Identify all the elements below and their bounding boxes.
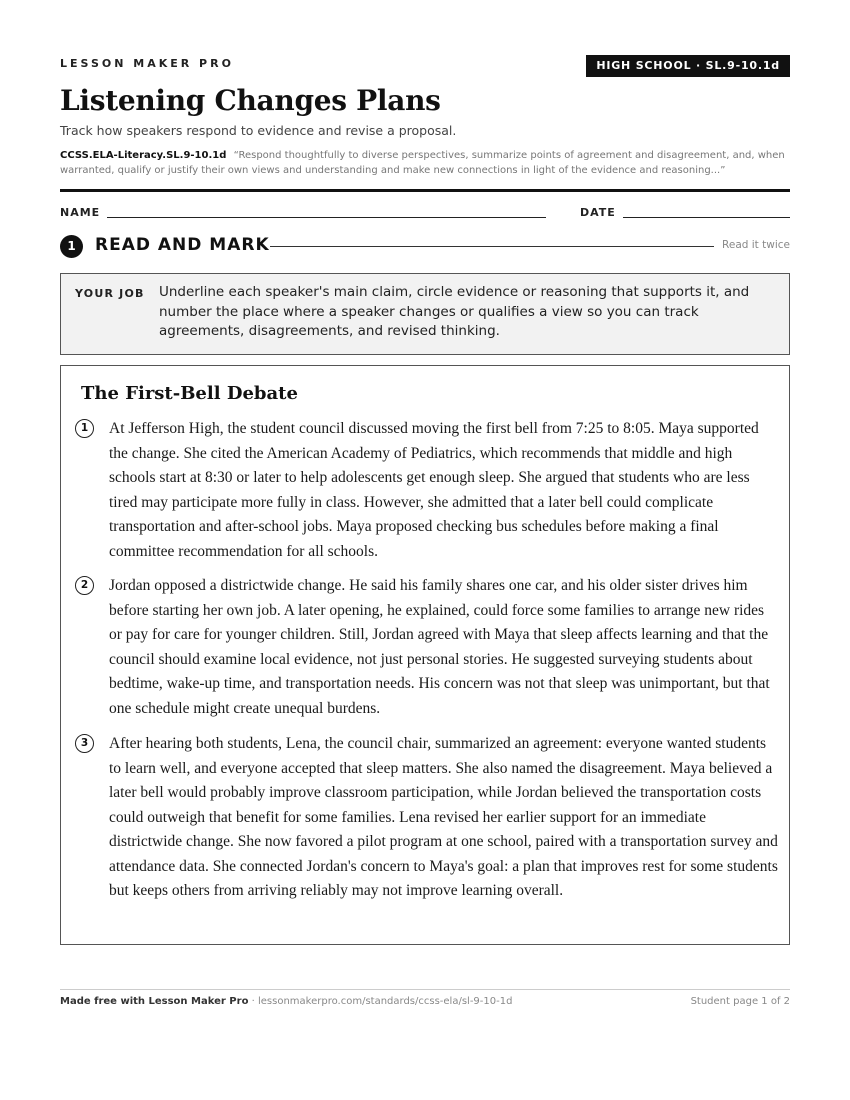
name-date-row: [60, 205, 790, 225]
date-field[interactable]: [623, 217, 790, 218]
page-title: Listening Changes Plans: [60, 84, 441, 117]
standard-code: CCSS.ELA-Literacy.SL.9-10.1d: [60, 150, 227, 161]
top-bar: [60, 55, 790, 79]
paragraph-text: At Jefferson High, the student council discussed moving the first bell from 7:25 to 8:05. Maya supported the change. She cited the American Academy of Pediatrics, which recommends that middle and high schools start at 8:30 or later to help adolescents get enough sleep. She argued that students who are less tired may participate more fully in class. However, she admitted that a later bell could complicate transportation and after-school jobs. Maya proposed checking bus schedules before making a final committee recommendation for all schools.: [109, 420, 759, 560]
paragraph-text: After hearing both students, Lena, the council chair, summarized an agreement: everyone wanted students to learn well, and everyone accepted that sleep matters. She also named the disagreement. Maya believed a later bell would probably improve classroom participation, while Jordan believed the transportation costs could outweigh that benefit for some families. Lena revised her earlier support for an immediate districtwide change. She now favored a pilot program at one school, paired with a transportation survey and attendance data. She connected Jordan's concern to Maya's goal: a plan that improves rest for some students but keeps others from arriving reliably may not improve learning overall.: [109, 735, 778, 899]
level-badge: HIGH SCHOOL · SL.9-10.1d: [586, 55, 790, 77]
reading-passage: [60, 365, 790, 945]
standard-citation: [60, 148, 790, 178]
passage-title: The First-Bell Debate: [81, 383, 298, 404]
page-footer: [60, 996, 790, 1007]
date-label: DATE: [580, 206, 616, 219]
header-divider: [60, 189, 790, 192]
section-header-read-and-mark: [60, 234, 790, 258]
paragraph-text: Jordan opposed a districtwide change. He said his family shares one car, and his older sister drives him before starting her own job. A later opening, he explained, could force some families to arrange new rides or pay for care for younger children. Still, Jordan agreed with Maya that sleep affects learning and that the council should examine local evidence, not just personal stories. He suggested surveying students about bedtime, wake-up time, and transportation needs. His concern was not that sleep was unimportant, but that one schedule might create unequal burdens.: [109, 577, 770, 717]
section-number-badge: 1: [60, 235, 83, 258]
name-field[interactable]: [107, 217, 546, 218]
footer-page-number: Student page 1 of 2: [690, 996, 790, 1007]
name-label: NAME: [60, 206, 101, 219]
brand-name: LESSON MAKER PRO: [60, 57, 234, 70]
section-divider: [270, 246, 714, 247]
section-title: READ AND MARK: [95, 235, 270, 255]
standard-quote: “Respond thoughtfully to diverse perspectives, summarize points of agreement and disagreement, and, when warranted, qualify or justify their own views and understanding and make new connections in light of the evidence and reasoning...”: [60, 150, 785, 176]
footer-separator: ·: [248, 996, 258, 1007]
paragraph-number-badge: 1: [75, 419, 94, 438]
your-job-box: [60, 273, 790, 355]
section-hint: Read it twice: [722, 239, 790, 251]
footer-url[interactable]: lessonmakerpro.com/standards/ccss-ela/sl-9-10-1d: [257, 996, 513, 1007]
footer-made-with: Made free with Lesson Maker Pro: [60, 996, 249, 1007]
page-subtitle: Track how speakers respond to evidence and revise a proposal.: [60, 123, 457, 138]
your-job-label: YOUR JOB: [75, 287, 145, 300]
paragraph-number-badge: 2: [75, 576, 94, 595]
your-job-instructions: Underline each speaker's main claim, circle evidence or reasoning that supports it, and number the place where a speaker changes or qualifies a view so you can track agreements, disagreements, and revised thinking.: [159, 284, 750, 339]
footer-divider: [60, 989, 790, 990]
paragraph-number-badge: 3: [75, 734, 94, 753]
